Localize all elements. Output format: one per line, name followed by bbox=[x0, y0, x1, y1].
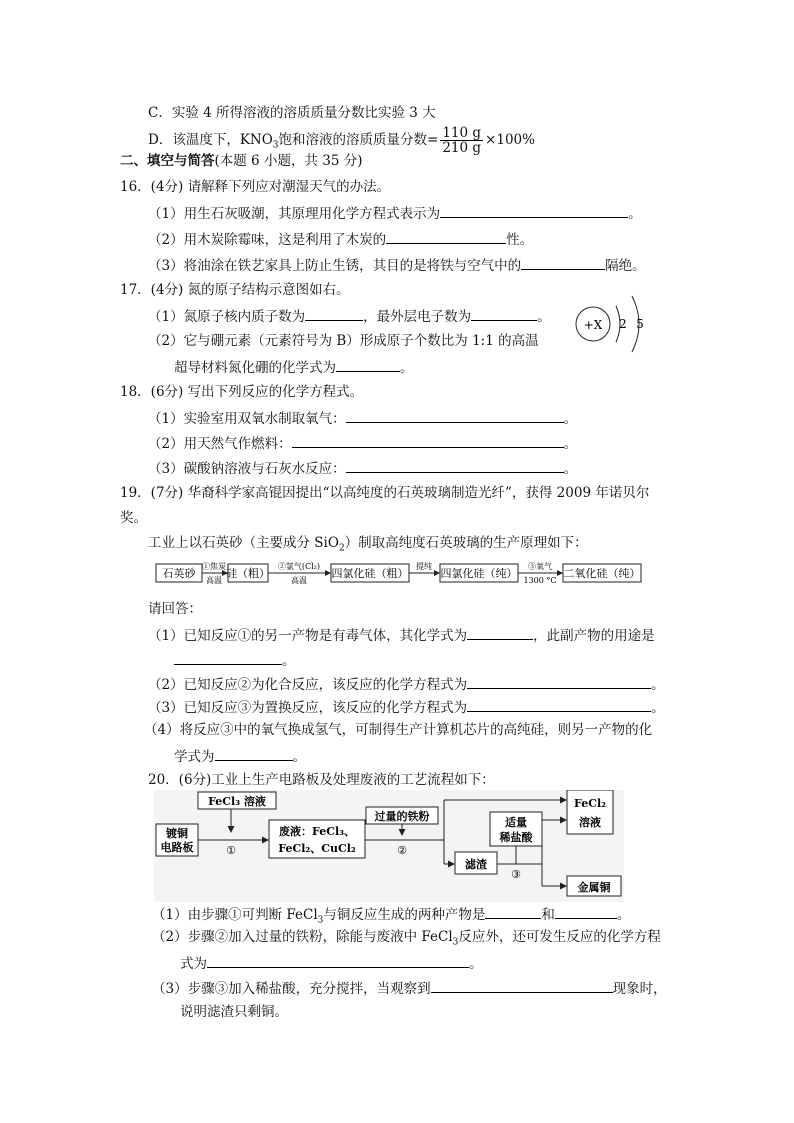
svg-text:二氧化硅（纯）: 二氧化硅（纯） bbox=[563, 567, 641, 580]
option-d: D．该温度下，$KNO_3$饱和溶液的溶质质量分数= $\frac{110 g}{210 g}$ ×100% bbox=[148, 125, 535, 156]
q18-part1: （1）实验室用双氧水制取氧气： 。 bbox=[148, 408, 577, 428]
silica-flow-diagram bbox=[155, 558, 647, 588]
q17-stem: 17．(4分) 氮的原子结构示意图如右。 bbox=[120, 282, 350, 298]
q16-stem: 16．(4分) 请解释下列应对潮湿天气的办法。 bbox=[120, 179, 391, 195]
q18-part3: （3）碳酸钠溶液与石灰水反应： 。 bbox=[148, 458, 577, 478]
svg-text:四氯化硅（纯）: 四氯化硅（纯） bbox=[440, 567, 518, 580]
q19-part4b: 学式为 。 bbox=[174, 746, 306, 766]
svg-text:②氯气(Cl₂): ②氯气(Cl₂) bbox=[277, 562, 321, 571]
q20-part1: （1）由步骤①可判断 FeCl$_3$与铜反应生成的两种产物是 和 。 bbox=[152, 904, 630, 930]
shell2-electrons: 5 bbox=[636, 317, 644, 331]
svg-text:滤渣: 滤渣 bbox=[465, 858, 487, 871]
nucleus-label: +X bbox=[583, 318, 603, 332]
q20-part2b: 式为 。 bbox=[180, 953, 483, 973]
svg-text:硅（粗）: 硅（粗） bbox=[226, 567, 270, 580]
q19-part1b: 。 bbox=[174, 650, 296, 670]
q19-ask: 请回答： bbox=[148, 601, 202, 617]
q19-stem-b: 奖。 bbox=[120, 510, 147, 526]
svg-text:金属铜: 金属铜 bbox=[577, 881, 611, 894]
q20-stem: 20．(6分)工业上生产电路板及处理废液的工艺流程如下： bbox=[148, 772, 495, 788]
q19-part2: （2）已知反应②为化合反应，该反应的化学方程式为 。 bbox=[148, 674, 665, 694]
svg-text:电路板: 电路板 bbox=[160, 841, 194, 854]
option-c: C．实验 4 所得溶液的溶质质量分数比实验 3 大 bbox=[148, 105, 436, 121]
q17-part2b: 超导材料氮化硼的化学式为 。 bbox=[174, 357, 414, 377]
q19-part1: （1）已知反应①的另一产物是有毒气体，其化学式为 ，此副产物的用途是 bbox=[148, 625, 655, 645]
q20-part3b: 说明滤渣只剩铜。 bbox=[180, 1004, 288, 1020]
svg-text:四氯化硅（粗）: 四氯化硅（粗） bbox=[331, 567, 409, 580]
q19-part4: （4）将反应③中的氧气换成氢气，可制得生产计算机芯片的高纯硅，则另一产物的化 bbox=[144, 722, 653, 738]
svg-text:高温: 高温 bbox=[291, 576, 307, 585]
q18-part2: （2）用天然气作燃料： 。 bbox=[148, 433, 577, 453]
nitrogen-atom-diagram bbox=[572, 290, 656, 360]
svg-text:废液：FeCl₃、: 废液：FeCl₃、 bbox=[279, 825, 355, 838]
svg-text:过量的铁粉: 过量的铁粉 bbox=[374, 810, 430, 823]
q16-part2: （2）用木炭除霉味，这是利用了木炭的 性。 bbox=[148, 229, 533, 249]
q17-part2: （2）它与硼元素（元素符号为 B）形成原子个数比为 1:1 的高温 bbox=[148, 333, 539, 349]
svg-text:①: ① bbox=[226, 844, 236, 857]
svg-text:适量: 适量 bbox=[505, 816, 527, 829]
q16-part1: （1）用生石灰吸潮，其原理用化学方程式表示为 。 bbox=[148, 203, 642, 223]
svg-text:③: ③ bbox=[511, 868, 521, 881]
section-title: 二、填空与简答(本题 6 小题，共 35 分) bbox=[120, 153, 363, 169]
shell1-electrons: 2 bbox=[619, 317, 627, 331]
svg-text:稀盐酸: 稀盐酸 bbox=[499, 831, 533, 844]
q18-stem: 18．(6分) 写出下列反应的化学方程式。 bbox=[120, 384, 364, 400]
svg-text:高温: 高温 bbox=[206, 576, 222, 585]
svg-text:FeCl₂、CuCl₂: FeCl₂、CuCl₂ bbox=[278, 842, 356, 855]
q20-part2: （2）步骤②加入过量的铁粉，除能与废液中 FeCl$_3$反应外，还可发生反应的化学方程 bbox=[152, 929, 661, 948]
q17-part1: （1）氮原子核内质子数为 ，最外层电子数为 。 bbox=[148, 306, 551, 326]
svg-text:镀铜: 镀铜 bbox=[166, 827, 188, 840]
q19-stem: 19．(7分) 华裔科学家高锟因提出“以高纯度的石英玻璃制造光纤”，获得 2009 年诺贝尔 bbox=[120, 485, 650, 501]
svg-text:石英砂: 石英砂 bbox=[162, 567, 196, 580]
svg-text:FeCl₂: FeCl₂ bbox=[574, 797, 606, 810]
q19-part3: （3）已知反应③为置换反应，该反应的化学方程式为 。 bbox=[148, 697, 665, 717]
q20-part3: （3）步骤③加入稀盐酸，充分搅拌，当观察到 现象时， bbox=[152, 978, 667, 998]
fraction: $\frac{110 g}{210 g}$ bbox=[442, 125, 482, 156]
svg-text:③氧气: ③氧气 bbox=[528, 562, 552, 571]
q19-intro: 工业上以石英砂（主要成分 SiO$_2$）制取高纯度石英玻璃的生产原理如下： bbox=[148, 535, 588, 554]
svg-text:①焦炭: ①焦炭 bbox=[202, 562, 226, 571]
svg-text:1300 °C: 1300 °C bbox=[523, 576, 557, 585]
svg-text:②: ② bbox=[397, 844, 407, 857]
q16-part3: （3）将油涂在铁艺家具上防止生锈，其目的是将铁与空气中的 隔绝。 bbox=[148, 255, 646, 275]
svg-text:FeCl₃ 溶液: FeCl₃ 溶液 bbox=[208, 795, 266, 808]
circuit-board-flow-diagram bbox=[154, 790, 624, 902]
svg-text:提纯: 提纯 bbox=[416, 562, 432, 571]
svg-text:溶液: 溶液 bbox=[579, 816, 601, 829]
